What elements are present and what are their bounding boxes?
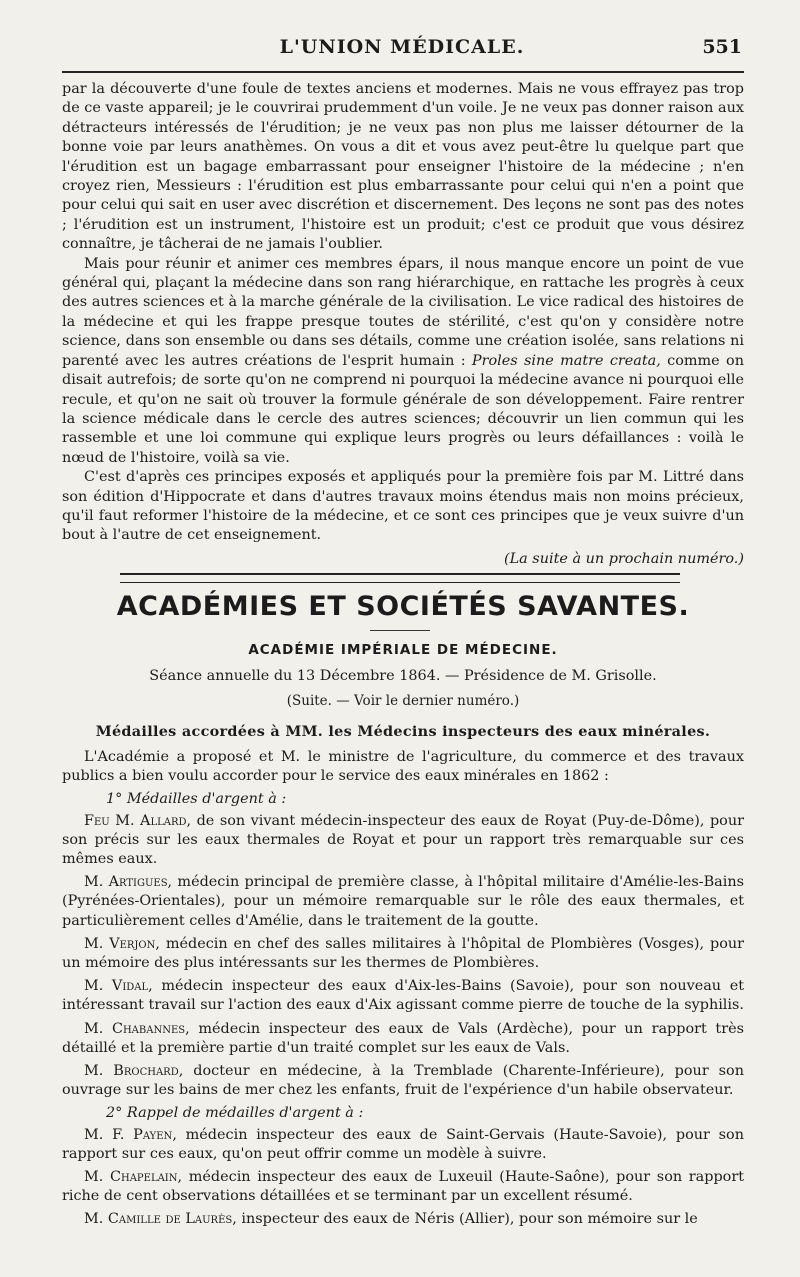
recall-list [62, 1126, 744, 1230]
subsection-title: ACADÉMIE IMPÉRIALE DE MÉDECINE. [248, 642, 558, 658]
latin-quote: Proles sine matre creata, [471, 352, 661, 369]
recipient-name: M. Chabannes [84, 1020, 186, 1037]
recipient-name: M. Vidal [84, 978, 149, 995]
award-reason: , médecin principal de première classe, à l'hôpital militaire d'Amélie-les-Bains (Pyrénées-Orientales), pour un mémoire remarquable sur le rôle des eaux thermales, et particulièrement celles d'Amélie, dans le traitement de la goutte. [62, 874, 744, 929]
recipient-name: M. Artigues [84, 874, 168, 891]
medals-body [62, 748, 744, 1234]
paragraph: par la découverte d'une foule de textes anciens et modernes. Mais ne vous effrayez pas trop de ce vaste appareil; je le couvrirai prudemment d'un voile. Je ne veux pas donner raison aux détracteurs intéressés de l'érudition; je ne veux pas non plus me laisser détourner de la bonne voie par leurs anathèmes. On vous a dit et vous avez peut-être lu quelque part que l'érudition est un bagage embarrassant pour enseigner l'histoire de la médecine ; n'en croyez rien, Messieurs : l'érudition est plus embarrassante pour celui qui n'en a point que pour celui qui sait en user avec discrétion et discernement. Des leçons ne sont pas des notes ; l'érudition est un instrument, l'histoire est un produit; c'est ce produit que vous désirez connaître, je tâcherai de ne jamais l'oublier. [62, 81, 744, 253]
award-entry [62, 873, 744, 931]
continued-note: (La suite à un prochain numéro.) [503, 550, 744, 567]
recipient-name: M. Camille de Laurès [84, 1211, 233, 1228]
silver-list [62, 812, 744, 1101]
paragraph [62, 255, 744, 468]
award-reason: , médecin inspecteur des eaux de Saint-Gervais (Haute-Savoie), pour son rapport sur ces eaux, qu'on peut offrir comme un modèle à suivre. [62, 1126, 744, 1162]
award-entry [62, 1020, 744, 1058]
award-reason: , de son vivant médecin-inspecteur des eaux de Royat (Puy-de-Dôme), pour son précis sur les eaux thermales de Royat et pour un rapport très remarquable sur ces mêmes eaux. [62, 812, 744, 868]
header-rule [62, 71, 744, 73]
award-reason: , médecin inspecteur des eaux de Luxeuil (Haute-Saône), pour son rapport riche de cent observations détaillées et se terminant par un excellent résumé. [62, 1169, 744, 1205]
running-head [62, 36, 742, 66]
recipient-name: M. Chapelain [84, 1169, 178, 1186]
paragraph-text: Mais pour réunir et animer ces membres épars, il nous manque encore un point de vue général qui, plaçant la médecine dans son rang hiérarchique, en rattache les progrès à ceux des autres sciences et à la marche générale de la civilisation. Le vice radical des histoires de la médecine et qui les frappe presque toutes de stérilité, c'est qu'on y considère notre science, dans son ensemble ou dans ses détails, comme une création isolée, sans relations ni parenté avec les autres créations de l'esprit humain : [62, 255, 744, 369]
page-number: 551 [702, 36, 742, 58]
award-reason: , inspecteur des eaux de Néris (Allier), pour son mémoire sur le [232, 1211, 698, 1228]
lecture-continuation [62, 80, 744, 569]
award-entry [62, 1168, 744, 1206]
section-title: ACADÉMIES ET SOCIÉTÉS SAVANTES. [116, 591, 690, 622]
suite-line: (Suite. — Voir le dernier numéro.) [286, 693, 520, 709]
small-divider [370, 630, 430, 631]
body-intro: L'Académie a proposé et M. le ministre de l'agriculture, du commerce et des travaux publics a bien voulu accorder pour le service des eaux minérales en 1862 : [62, 749, 744, 785]
recipient-name: M. Brochard [84, 1063, 179, 1080]
session-line: Séance annuelle du 13 Décembre 1864. — Présidence de M. Grisolle. [149, 668, 657, 684]
award-reason: , médecin inspecteur des eaux d'Aix-les-Bains (Savoie), pour son nouveau et intéressant travail sur l'action des eaux d'Aix agissant comme pierre de touche de la syphilis. [62, 978, 744, 1014]
award-entry [62, 1210, 744, 1229]
award-reason: , médecin en chef des salles militaires à l'hôpital de Plombières (Vosges), pour un mémoire des plus intéressants sur les thermes de Plombières. [62, 935, 745, 972]
award-entry [62, 1062, 744, 1100]
recipient-name: Feu M. Allard [84, 812, 187, 829]
paragraph-text: comme on disait autrefois; de sorte qu'on ne comprend ni pourquoi la médecine avance ni pourquoi elle recule, et qu'on ne sait où trouver la formule générale de son développement. Faire rentrer la science médicale dans le cercle des autres sciences; découvrir un lien commun qui les rassemble et une loi commune qui explique leurs progrès ou leurs défaillances : voilà le nœud de l'histoire, voilà sa vie. [62, 352, 744, 466]
section-divider [120, 573, 680, 583]
journal-title: L'UNION MÉDICALE. [279, 36, 525, 58]
award-reason: , médecin inspecteur des eaux de Vals (Ardèche), pour un rapport très détaillé et la première partie d'un traité complet sur les eaux de Vals. [62, 1020, 744, 1056]
award-entry [62, 1126, 744, 1164]
award-entry [62, 812, 744, 870]
award-reason: , docteur en médecine, à la Tremblade (Charente-Inférieure), pour son ouvrage sur les bains de mer chez les enfants, fruit de l'expérience d'un habile observateur. [62, 1063, 744, 1099]
silver-heading: 1° Médailles d'argent à : [106, 791, 287, 808]
medals-heading: Médailles accordées à MM. les Médecins inspecteurs des eaux minérales. [95, 723, 711, 740]
award-entry [62, 935, 744, 973]
award-entry [62, 977, 744, 1015]
recipient-name: M. Verjon [84, 935, 156, 952]
recipient-name: M. F. Payen [84, 1126, 173, 1143]
recall-heading: 2° Rappel de médailles d'argent à : [106, 1105, 364, 1122]
paragraph: C'est d'après ces principes exposés et appliqués pour la première fois par M. Littré dans son édition d'Hippocrate et dans d'autres travaux moins étendus mais non moins précieux, qu'il faut reformer l'histoire de la médecine, et ce sont ces principes que je veux suivre d'un bout à l'autre de cet enseignement. [62, 469, 744, 544]
